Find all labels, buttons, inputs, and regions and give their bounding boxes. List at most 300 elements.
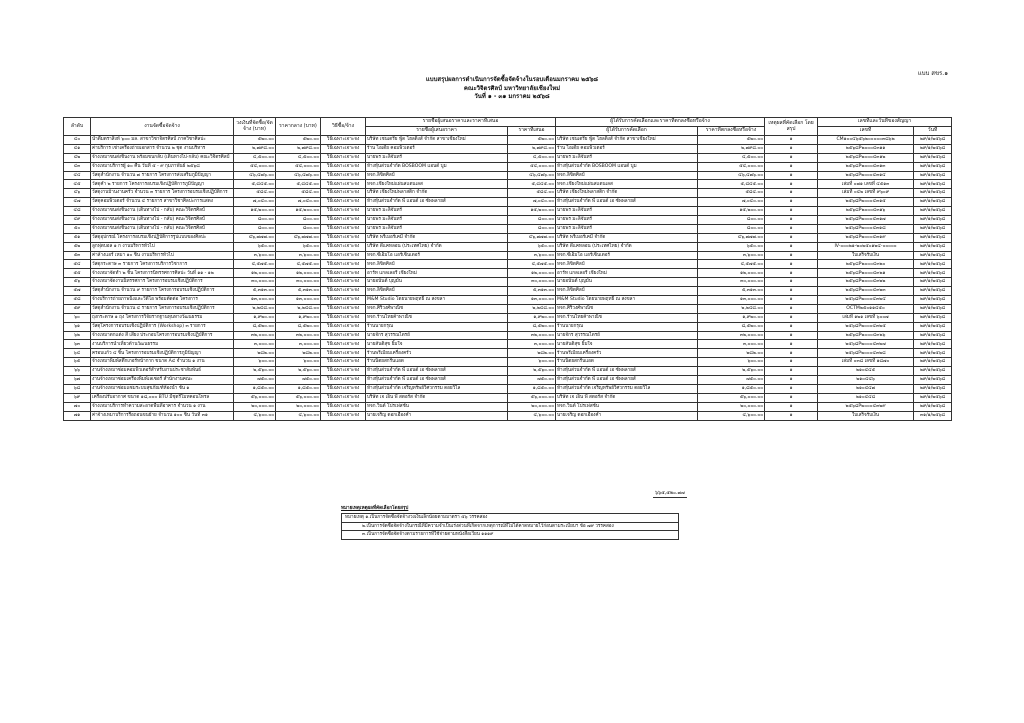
contract-no-cell: IV-๐๐๐๒๑-๒๐๒๕๐๑๒๔-๐๐๐๐๐	[818, 242, 914, 251]
reason-code-cell: ๑	[765, 269, 818, 278]
winner-name-cell: ห้างหุ้นส่วนจำกัด พี แอนด์ เอ ซัพพลายส์	[556, 198, 698, 207]
bid-price-cell: ๗๕๐.๐๐	[508, 376, 556, 385]
winner-name-cell: ร้านนิตยสกรีนแอด	[556, 358, 698, 367]
notes-box	[341, 505, 679, 540]
reason-code-cell: ๑	[765, 180, 818, 189]
median-price-cell: ๑๕,๒๐๐.๐๐	[276, 207, 321, 216]
contract-no-cell: เล่มที่ ๐๔๒ เลขที่ ๙๖๐๙	[818, 189, 914, 198]
item-desc-cell: จ้างเหมาจัดทำ ๒ ชิ้น โครงการนิทรรศการศิลปะ วันที่ ๑๑ - ๑๒	[91, 269, 234, 278]
winner-name-cell: นายพร มะลิจันทร์	[556, 207, 698, 216]
table-row	[64, 251, 952, 260]
agreed-price-cell: ๗,๐๔๐.๐๐	[698, 198, 765, 207]
item-desc-cell: วัสดุโครงการอบรมเชิงปฏิบัติการ (Workshop) ๓ รายการ	[91, 322, 234, 331]
item-desc-cell: จ้างเหมาพิมพ์สติ๊กเกอร์หน้ากาก ขนาด A๔ จำนวน ๑ งาน	[91, 358, 234, 367]
item-desc-cell: จ้างเหมาบริการผู้ ๑๐ คืน วันที่ ๕ - ๙ กุมภาพันธ์ ๒๕๖๘	[91, 162, 234, 171]
bid-price-cell: ๔,๕๗๕.๐๐	[508, 260, 556, 269]
table-row	[64, 393, 952, 402]
winner-name-cell: ร้าน ไอเดีย คอมพิวเตอร์	[556, 144, 698, 153]
method-cell: วิธีเฉพาะเจาะจง	[321, 296, 366, 305]
contract-no-cell: ๒๕๖๘P๒๐๐๐๔๓๒๙	[818, 402, 914, 411]
budget-cell: ๓๐,๐๐๐.๐๐	[234, 278, 276, 287]
bidder-name-cell: หจก.ศิริวงศ์พาณิช	[366, 304, 508, 313]
winner-name-cell: M&M Studio โดยนายพฤทธิ์ ณ สงขลา	[556, 296, 698, 305]
winner-name-cell: หจก.เชียงใหม่แผ่นสแตนเลส	[556, 180, 698, 189]
table-row	[64, 144, 952, 153]
total-row	[653, 489, 687, 498]
winner-name-cell: ห้างหุ้นส่วนจำกัด พี แอนด์ เอ ซัพพลายส์	[556, 376, 698, 385]
note-line: หมายเหตุ ๑.เป็นการจัดซื้อจัดจ้างวงเงินเล็กน้อยตามมาตรา ๕๖ วรรคสอง	[342, 514, 679, 523]
winner-name-cell: นายจักร สุวรรณไตรย์	[556, 331, 698, 340]
note-line: ๒.เป็นการจัดซื้อจัดจ้างในกรณีที่มีความจำเป็นเร่งด่วนที่เกิดจากเหตุการณ์ที่ไม่ได้คาดหมายไว้ก่อนตามระเบียบฯ ข้อ ๗๙ วรรคสอง	[342, 522, 679, 531]
contract-no-cell: ๒๕๖๘P๒๐๐๐๔๓๑๓	[818, 162, 914, 171]
agreed-price-cell: ๕๘๔.๐๐	[698, 189, 765, 198]
col-header-contract-date: วันที่	[914, 127, 952, 136]
bid-price-cell: ๔,๕๐๐.๐๐	[508, 153, 556, 162]
row-no-cell: ๖๖	[64, 367, 91, 376]
table-row	[64, 331, 952, 340]
contract-no-cell: เล่มที่ ๐๗๑ เลขที่ ๔๕๑๓	[818, 180, 914, 189]
total-amount: ๖๖๕,๕๒๐.๗๗	[655, 491, 685, 496]
contract-no-cell: ๒๕๖๘P๒๐๐๐๔๓๑๑	[818, 144, 914, 153]
reason-code-cell: ๑	[765, 260, 818, 269]
budget-cell: ๒๐,๐๐๐.๐๐	[234, 402, 276, 411]
method-cell: วิธีเฉพาะเจาะจง	[321, 180, 366, 189]
method-cell: วิธีเฉพาะเจาะจง	[321, 251, 366, 260]
median-price-cell: ๑๒,๐๐๐.๐๐	[276, 269, 321, 278]
item-desc-cell: ค่าบริการ เช่าเครื่องถ่ายเอกสาร จำนวน ๒ ชุด งานบริหาร	[91, 144, 234, 153]
item-desc-cell: วัสดุคำ ๒ รายการ โครงการอบรมเชิงปฏิบัติการภูมิปัญญา	[91, 180, 234, 189]
agreed-price-cell: ๔๖,๗๗๗.๐๐	[698, 233, 765, 242]
row-no-cell: ๕๘	[64, 296, 91, 305]
col-header-contract-no: เลขที่	[818, 127, 914, 136]
contract-date-cell: ๒๙/๑/๒๕๖๘	[914, 358, 952, 367]
bidder-name-cell: นายสันติสุข ยิ้มใจ	[366, 340, 508, 349]
table-row	[64, 171, 952, 180]
item-desc-cell: จ้างเหมาตกแต่ง สี เสียง ประกอบโครงการอบรมเชิงปฏิบัติการ	[91, 331, 234, 340]
reason-code-cell: ๑	[765, 313, 818, 322]
table-row	[64, 242, 952, 251]
method-cell: วิธีเฉพาะเจาะจง	[321, 242, 366, 251]
row-no-cell: ๖๐	[64, 313, 91, 322]
bidder-name-cell: นายพร มะลิจันทร์	[366, 216, 508, 225]
bid-price-cell: ๔๖,๔๗๖.๐๐	[508, 171, 556, 180]
bidder-name-cell: บริษัท เจ เอ็น พี สตอร์ส จำกัด	[366, 393, 508, 402]
winner-name-cell: ร้านพรีเมียมเครื่องครัว	[556, 349, 698, 358]
row-no-cell: ๖๙	[64, 393, 91, 402]
item-desc-cell: จ้างเหมาขนส่งชิ้นงาน (เดินทางไป - กลับ) คณะวิจิตรศิลป์	[91, 207, 234, 216]
contract-no-cell: ๒๕๖๘P๒๐๐๐๔๓๒๕	[818, 322, 914, 331]
reason-code-cell: ๑	[765, 171, 818, 180]
table-row	[64, 189, 952, 198]
budget-cell: ๕๖,๐๐๐.๐๐	[234, 393, 276, 402]
contract-no-cell: ๒๑๐๔๔๗	[818, 384, 914, 393]
budget-cell: ๒,๗๙๘.๐๐	[234, 144, 276, 153]
contract-date-cell: ๒๙/๑/๒๕๖๘	[914, 153, 952, 162]
method-cell: วิธีเฉพาะเจาะจง	[321, 224, 366, 233]
winner-name-cell: นายพร มะลิจันทร์	[556, 216, 698, 225]
method-cell: วิธีเฉพาะเจาะจง	[321, 367, 366, 376]
contract-date-cell: ๒๙/๑/๒๕๖๘	[914, 349, 952, 358]
table-row	[64, 313, 952, 322]
item-desc-cell: จ้างเหมาขนส่งชิ้นงาน พร้อมขนกลับ (เดินทางไป-กลับ) คณะวิจิตรศิลป์	[91, 153, 234, 162]
method-cell: วิธีเฉพาะเจาะจง	[321, 402, 366, 411]
budget-cell: ๓๒,๐๐๐.๐๐	[234, 331, 276, 340]
table-row	[64, 296, 952, 305]
budget-cell: ๕๔,๐๐๐.๐๐	[234, 162, 276, 171]
agreed-price-cell: ๓๒,๐๐๐.๐๐	[698, 331, 765, 340]
winner-name-cell: ห้างหุ้นส่วนจำกัด พี แอนด์ เอ ซัพพลายส์	[556, 367, 698, 376]
median-price-cell: ๕๖,๐๐๐.๐๐	[276, 393, 321, 402]
table-row	[64, 180, 952, 189]
budget-cell: ๒,๒๔๘.๐๐	[234, 304, 276, 313]
bid-price-cell: ๑,๘๕๐.๐๐	[508, 384, 556, 393]
budget-cell: ๑,๘๕๐.๐๐	[234, 384, 276, 393]
row-no-cell: ๔๖	[64, 189, 91, 198]
median-price-cell: ๒๐,๐๐๐.๐๐	[276, 402, 321, 411]
median-price-cell: ๔,๕๐๐.๐๐	[276, 153, 321, 162]
bid-price-cell: ๑,๙๒๐.๐๐	[508, 313, 556, 322]
contract-date-cell: ๒๙/๑/๒๕๖๘	[914, 224, 952, 233]
budget-cell: ๕,๓๑๓.๐๐	[234, 287, 276, 296]
budget-cell: ๗๕๐.๐๐	[234, 376, 276, 385]
contract-no-cell: ๒๕๖๘P๒๐๐๐๔๓๒๔	[818, 296, 914, 305]
row-no-cell: ๔๒	[64, 153, 91, 162]
item-desc-cell: จ้างเหมาขนส่งชิ้นงาน (เดินทางไป - กลับ) คณะวิจิตรศิลป์	[91, 224, 234, 233]
bid-price-cell: ๓,๖๐๐.๐๐	[508, 251, 556, 260]
method-cell: วิธีเฉพาะเจาะจง	[321, 313, 366, 322]
table-row	[64, 198, 952, 207]
agreed-price-cell: ๕๖,๐๐๐.๐๐	[698, 393, 765, 402]
item-desc-cell: วัสดุอุปกรณ์ โครงการอบรมเชิงปฏิบัติการรูปแบบของศิลปะ	[91, 233, 234, 242]
bid-price-cell: ๓๐,๐๐๐.๐๐	[508, 278, 556, 287]
reason-code-cell: ๑	[765, 349, 818, 358]
median-price-cell: ๓,๖๐๐.๐๐	[276, 251, 321, 260]
table-row	[64, 349, 952, 358]
bid-price-cell: ๔๖,๗๗๗.๐๐	[508, 233, 556, 242]
reason-code-cell: ๑	[765, 251, 818, 260]
agreed-price-cell: ๘๐๐.๐๐	[698, 224, 765, 233]
notes-title: หมายเหตุเหตุผลที่คัดเลือกโดยสรุป	[341, 506, 409, 511]
table-row	[64, 340, 952, 349]
budget-cell: ๔๖,๗๗๗.๐๐	[234, 233, 276, 242]
bid-price-cell: ๕,๓๑๓.๐๐	[508, 287, 556, 296]
method-cell: วิธีเฉพาะเจาะจง	[321, 384, 366, 393]
winner-name-cell: นายเจริญ ดอกเอื้องคำ	[556, 411, 698, 420]
budget-cell: ๕๘๔.๐๐	[234, 189, 276, 198]
winner-name-cell: หจก.ศิริวงศ์พาณิช	[556, 304, 698, 313]
winner-name-cell: นายพร มะลิจันทร์	[556, 224, 698, 233]
table-row	[64, 384, 952, 393]
method-cell: วิธีเฉพาะเจาะจง	[321, 136, 366, 145]
contract-date-cell: ๒๙/๑/๒๕๖๘	[914, 251, 952, 260]
bidder-name-cell: บริษัท เชนเตรีย ฟู้ด โฮลดิ้งส์ จำกัด สาขาเชียงใหม่	[366, 136, 508, 145]
contract-no-cell: ๒๑๐๔๔๘	[818, 393, 914, 402]
bid-price-cell: ๕๘๔.๐๐	[508, 189, 556, 198]
col-header-no: ลำดับ	[64, 118, 91, 136]
winner-name-cell: ห้างหุ้นส่วนจำกัด เจริญทรัพย์วิศวกรรม ดอยวิไล	[556, 384, 698, 393]
agreed-price-cell: ๘,๕๒๐.๐๐	[698, 322, 765, 331]
report-title: แบบสรุปผลการดำเนินการจัดซื้อจัดจ้างในรอบเดือนมกราคม ๒๕๖๘	[425, 76, 599, 83]
median-price-cell: ๓๐,๐๐๐.๐๐	[276, 278, 321, 287]
contract-no-cell: ๒๕๖๘P๒๐๐๐๔๓๑๗	[818, 216, 914, 225]
row-no-cell: ๖๕	[64, 358, 91, 367]
contract-date-cell: ๒๙/๑/๒๕๖๘	[914, 233, 952, 242]
contract-no-cell: ใบเสร็จรับเงิน	[818, 251, 914, 260]
bid-price-cell: ๒,๗๙๘.๐๐	[508, 144, 556, 153]
contract-date-cell: ๒๙/๑/๒๕๖๘	[914, 331, 952, 340]
table-row	[64, 162, 952, 171]
contract-no-cell: ๒๕๖๘P๒๐๐๐๔๓๑๔	[818, 171, 914, 180]
budget-cell: ๒,๕๖๐.๐๐	[234, 367, 276, 376]
reason-code-cell: ๑	[765, 287, 818, 296]
contract-no-cell: ๒๕๖๘P๒๐๐๐๔๓๒๓	[818, 287, 914, 296]
bidder-name-cell: นายพร มะลิจันทร์	[366, 153, 508, 162]
agreed-price-cell: ๑๕,๒๐๐.๐๐	[698, 207, 765, 216]
reason-code-cell: ๑	[765, 162, 818, 171]
contract-date-cell: ๒๙/๑/๒๕๖๘	[914, 242, 952, 251]
bidder-name-cell: บริษัท เชียงใหม่พลาสติก จำกัด	[366, 189, 508, 198]
agreed-price-cell: ๖๐๐.๐๐	[698, 358, 765, 367]
method-cell: วิธีเฉพาะเจาะจง	[321, 269, 366, 278]
budget-cell: ๒๘๒.๐๐	[234, 349, 276, 358]
row-no-cell: ๕๒	[64, 242, 91, 251]
bidder-name-cell: หจก.ร้านไทยค้าพาณิช	[366, 313, 508, 322]
contract-date-cell: ๒๙/๑/๒๕๖๘	[914, 260, 952, 269]
bid-price-cell: ๖๐๐.๐๐	[508, 358, 556, 367]
bidder-name-cell: หจก.ลิขิตศิลป์	[366, 171, 508, 180]
bidder-name-cell: ร้านนิตยสกรีนแอด	[366, 358, 508, 367]
budget-cell: ๕,๘๔๕.๐๐	[234, 180, 276, 189]
item-desc-cell: วัสดุสำนักงาน จำนวน ๔ รายการ โครงการอบรมเชิงปฏิบัติการ	[91, 304, 234, 313]
table-row	[64, 322, 952, 331]
row-no-cell: ๕๓	[64, 251, 91, 260]
row-no-cell: ๕๕	[64, 269, 91, 278]
reason-code-cell: ๑	[765, 207, 818, 216]
form-code: แบบ สขร.๑	[917, 70, 948, 77]
median-price-cell: ๔,๕๗๕.๐๐	[276, 260, 321, 269]
bidder-name-cell: นายจักร สุวรรณไตรย์	[366, 331, 508, 340]
agreed-price-cell: ๓,๐๐๐.๐๐	[698, 340, 765, 349]
item-desc-cell: ครอบแก้ว ๔ ชิ้น โครงการอบรมเชิงปฏิบัติการภูมิปัญญา	[91, 349, 234, 358]
agreed-price-cell: ๓๐,๐๐๐.๐๐	[698, 278, 765, 287]
budget-cell: ๓,๖๐๐.๐๐	[234, 251, 276, 260]
budget-cell: ๘๐๐.๐๐	[234, 224, 276, 233]
agreed-price-cell: ๒๐,๐๐๐.๐๐	[698, 402, 765, 411]
table-row	[64, 207, 952, 216]
method-cell: วิธีเฉพาะเจาะจง	[321, 376, 366, 385]
item-desc-cell: งานจ้างเหมาซ่อมคอมพิวเตอร์สำหรับงานประชาสัมพันธ์	[91, 367, 234, 376]
reason-code-cell: ๑	[765, 216, 818, 225]
reason-code-cell: ๑	[765, 402, 818, 411]
median-price-cell: ๓๒,๐๐๐.๐๐	[276, 331, 321, 340]
agreed-price-cell: ๕,๓๑๓.๐๐	[698, 287, 765, 296]
contract-date-cell: ๒๙/๑/๒๕๖๘	[914, 313, 952, 322]
contract-date-cell: ๒๙/๑/๒๕๖๘	[914, 207, 952, 216]
winner-name-cell: หจก.วินด์ โปรเฟสชั่น	[556, 402, 698, 411]
contract-date-cell: ๓๑/๑/๒๕๖๘	[914, 411, 952, 420]
method-cell: วิธีเฉพาะเจาะจง	[321, 189, 366, 198]
budget-cell: ๑,๙๒๐.๐๐	[234, 313, 276, 322]
budget-cell: ๓,๐๐๐.๐๐	[234, 340, 276, 349]
bidder-name-cell: นายพร มะลิจันทร์	[366, 224, 508, 233]
agreed-price-cell: ๒,๗๙๘.๐๐	[698, 144, 765, 153]
bidder-name-cell: ห้างหุ้นส่วนจำกัด พี แอนด์ เอ ซัพพลายส์	[366, 367, 508, 376]
reason-code-cell: ๑	[765, 278, 818, 287]
winner-name-cell: นายพร มะลิจันทร์	[556, 153, 698, 162]
note-line: ๓.เป็นการจัดซื้อจัดจ้างตามรายการที่ใช้จ่ายตามหนังสือเวียน ๑๑๑๙	[342, 531, 679, 540]
bidder-name-cell: บริษัท พรีเมอร์เคมี จำกัด	[366, 233, 508, 242]
winner-name-cell: หจก.ร้านไทยค้าพาณิช	[556, 313, 698, 322]
contract-date-cell: ๒๙/๑/๒๕๖๘	[914, 189, 952, 198]
median-price-cell: ๖๐๐.๐๐	[276, 358, 321, 367]
method-cell: วิธีเฉพาะเจาะจง	[321, 340, 366, 349]
row-no-cell: ๕๔	[64, 260, 91, 269]
reason-code-cell: ๑	[765, 296, 818, 305]
reason-code-cell: ๑	[765, 189, 818, 198]
bidder-name-cell: หจก.ลิขิตศิลป์	[366, 260, 508, 269]
median-price-cell: ๔๖,๗๗๗.๐๐	[276, 233, 321, 242]
median-price-cell: ๘๐๐.๐๐	[276, 216, 321, 225]
agreed-price-cell: ๓,๖๐๐.๐๐	[698, 251, 765, 260]
contract-date-cell: ๒๙/๑/๒๕๖๘	[914, 296, 952, 305]
col-header-item: งานจัดซื้อจัดจ้าง	[91, 118, 234, 136]
reason-code-cell: ๑	[765, 411, 818, 420]
table-row	[64, 224, 952, 233]
table-row	[64, 278, 952, 287]
table-row	[64, 233, 952, 242]
row-no-cell: ๔๔	[64, 171, 91, 180]
bidder-name-cell: หจก.ลิขิตศิลป์	[366, 287, 508, 296]
col-header-median: ราคากลาง (บาท)	[276, 118, 321, 136]
table-row	[64, 269, 952, 278]
method-cell: วิธีเฉพาะเจาะจง	[321, 260, 366, 269]
reason-code-cell: ๑	[765, 242, 818, 251]
median-price-cell: ๔,๖๐๐.๐๐	[276, 411, 321, 420]
agreed-price-cell: ๕๔,๐๐๐.๐๐	[698, 162, 765, 171]
budget-cell: ๔๖,๔๗๖.๐๐	[234, 171, 276, 180]
table-row	[64, 260, 952, 269]
col-header-bid-price: ราคาที่เสนอ	[508, 127, 556, 136]
reason-code-cell: ๑	[765, 393, 818, 402]
bid-price-cell: ๕,๘๔๕.๐๐	[508, 180, 556, 189]
table-row	[64, 216, 952, 225]
row-no-cell: ๖๒	[64, 331, 91, 340]
median-price-cell: ๑๓,๐๐๐.๐๐	[276, 296, 321, 305]
contract-date-cell: ๒๙/๑/๒๕๖๘	[914, 180, 952, 189]
agreed-price-cell: ๗๕๐.๐๐	[698, 376, 765, 385]
bidder-name-cell: ห้างหุ้นส่วนจำกัด เจริญทรัพย์วิศวกรรม ดอยวิไล	[366, 384, 508, 393]
bidder-name-cell: นายเจริญ ดอกเอื้องคำ	[366, 411, 508, 420]
method-cell: วิธีเฉพาะเจาะจง	[321, 162, 366, 171]
agreed-price-cell: ๒๘๒.๐๐	[698, 349, 765, 358]
bidder-name-cell: ห้างหุ้นส่วนจำกัด BOSBOOM แอนด์ บูม	[366, 162, 508, 171]
table-row	[64, 136, 952, 145]
agreed-price-cell: ๔,๖๐๐.๐๐	[698, 411, 765, 420]
report-period: วันที่ ๑ - ๓๑ มกราคม ๒๕๖๘	[474, 93, 550, 100]
reason-code-cell: ๑	[765, 340, 818, 349]
table-row	[64, 287, 952, 296]
agreed-price-cell: ๕๒๐.๐๐	[698, 136, 765, 145]
item-desc-cell: จ้างเหมาบริการทำความสะอาดพื้นที่อาคาร จำนวน ๑ งาน	[91, 402, 234, 411]
contract-no-cell: ๒๕๖๘P๒๐๐๐๔๓๑๕	[818, 198, 914, 207]
median-price-cell: ๘๐๐.๐๐	[276, 224, 321, 233]
winner-name-cell: อาร์ท แกลเลอรี เชียงใหม่	[556, 269, 698, 278]
median-price-cell: ๗,๐๔๐.๐๐	[276, 198, 321, 207]
contract-no-cell: ๒๕๖๘P๒๐๐๐๔๓๒๗	[818, 340, 914, 349]
table-row	[64, 376, 952, 385]
reason-code-cell: ๑	[765, 358, 818, 367]
bidder-name-cell: หจก.ซีเอ็มโอ แอร์เซ็นเตอร์	[366, 251, 508, 260]
bid-price-cell: ๓๒,๐๐๐.๐๐	[508, 331, 556, 340]
bidder-name-cell: ร้านพรีเมียมเครื่องครัว	[366, 349, 508, 358]
method-cell: วิธีเฉพาะเจาะจง	[321, 278, 366, 287]
contract-date-cell: ๒๙/๑/๒๕๖๘	[914, 393, 952, 402]
method-cell: วิธีเฉพาะเจาะจง	[321, 331, 366, 340]
agreed-price-cell: ๕,๘๔๕.๐๐	[698, 180, 765, 189]
contract-date-cell: ๒๙/๑/๒๕๖๘	[914, 162, 952, 171]
row-no-cell: ๔๓	[64, 162, 91, 171]
bid-price-cell: ๘,๕๒๐.๐๐	[508, 322, 556, 331]
reason-code-cell: ๑	[765, 322, 818, 331]
median-price-cell: ๖๕๐.๐๐	[276, 242, 321, 251]
winner-name-cell: หจก.ลิขิตศิลป์	[556, 287, 698, 296]
median-price-cell: ๕๔,๐๐๐.๐๐	[276, 162, 321, 171]
row-no-cell: ๖๑	[64, 322, 91, 331]
contract-no-cell: ใบเสร็จรับเงิน	[818, 411, 914, 420]
col-header-winner-name: ผู้ได้รับการคัดเลือก	[556, 127, 698, 136]
contract-no-cell: ๒๕๖๘P๒๐๐๐๔๓๑๘	[818, 224, 914, 233]
bidder-name-cell: M&M Studio โดยนายพฤทธิ์ ณ สงขลา	[366, 296, 508, 305]
bid-price-cell: ๑๒,๐๐๐.๐๐	[508, 269, 556, 278]
contract-date-cell: ๒๙/๑/๒๕๖๘	[914, 376, 952, 385]
budget-cell: ๗,๐๔๐.๐๐	[234, 198, 276, 207]
table-row	[64, 402, 952, 411]
item-desc-cell: จ้างเหมาจัดงานนิทรรศการ โครงการอบรมเชิงปฏิบัติการ	[91, 278, 234, 287]
reason-code-cell: ๑	[765, 331, 818, 340]
row-no-cell: ๖๗	[64, 376, 91, 385]
winner-name-cell: บริษัท เจ เอ็น พี สตอร์ส จำกัด	[556, 393, 698, 402]
reason-code-cell: ๑	[765, 144, 818, 153]
contract-date-cell: ๒๙/๑/๒๕๖๘	[914, 322, 952, 331]
col-header-agreed-price: ราคาที่ตกลงซื้อหรือจ้าง	[698, 127, 765, 136]
agreed-price-cell: ๑,๙๒๐.๐๐	[698, 313, 765, 322]
item-desc-cell: งานจ้างเหมาซ่อมแซมระบบสุขภัณฑ์ห้องน้ำ ชั้น ๑	[91, 384, 234, 393]
row-no-cell: ๔๕	[64, 180, 91, 189]
median-price-cell: ๗๕๐.๐๐	[276, 376, 321, 385]
method-cell: วิธีเฉพาะเจาะจง	[321, 233, 366, 242]
contract-date-cell: ๒๙/๑/๒๕๖๘	[914, 340, 952, 349]
winner-name-cell: บริษัท ดีแคทลอน (ประเทศไทย) จำกัด	[556, 242, 698, 251]
bidder-name-cell: นายพร มะลิจันทร์	[366, 207, 508, 216]
table-row	[64, 153, 952, 162]
contract-date-cell: ๒๙/๑/๒๕๖๘	[914, 278, 952, 287]
contract-date-cell: ๒๙/๑/๒๕๖๘	[914, 198, 952, 207]
contract-date-cell: ๒๙/๑/๒๕๖๘	[914, 144, 952, 153]
item-desc-cell: วัสดุสำนักงาน จำนวน ๗ รายการ โครงการส่งเสริมภูมิปัญญา	[91, 171, 234, 180]
row-no-cell: ๖๔	[64, 349, 91, 358]
col-header-winner-group: ผู้ได้รับการคัดเลือกและราคาที่ตกลงซื้อหรือจ้าง	[556, 118, 765, 127]
method-cell: วิธีเฉพาะเจาะจง	[321, 304, 366, 313]
contract-no-cell: ๒๕๖๘P๒๐๐๐๔๓๑๖	[818, 207, 914, 216]
contract-no-cell: ๒๕๖๘P๒๐๐๐๔๓๑๒	[818, 153, 914, 162]
agreed-price-cell: ๒,๒๔๘.๐๐	[698, 304, 765, 313]
winner-name-cell: ร้านนายกรุณ	[556, 322, 698, 331]
method-cell: วิธีเฉพาะเจาะจง	[321, 171, 366, 180]
contract-no-cell: เล่มที่ ๑๒๑ เลขที่ ๖๐๐๗	[818, 313, 914, 322]
bid-price-cell: ๖๕๐.๐๐	[508, 242, 556, 251]
contract-no-cell: ๒๕๖๘P๒๐๐๐๔๓๒๐	[818, 260, 914, 269]
item-desc-cell: งานจ้างเหมาซ่อมเครื่องพิมพ์เลเซอร์ สำนักงานคณะ	[91, 376, 234, 385]
